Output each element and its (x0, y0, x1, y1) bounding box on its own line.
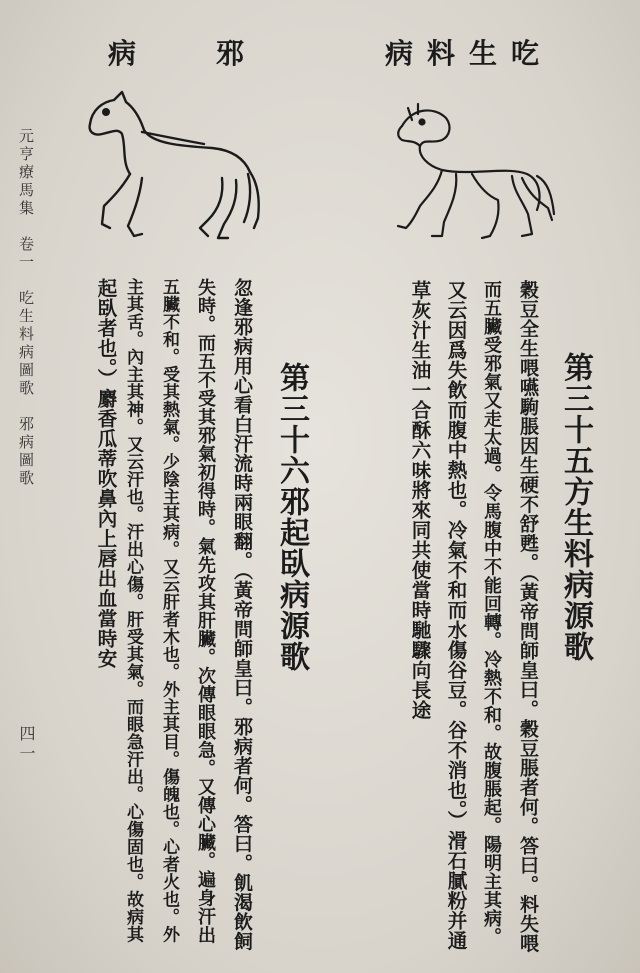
section-36-heading: 第三十六邪起臥病源歌 (274, 362, 309, 672)
section-35-column-1: 穀豆全生喂嚥駒脹因生硬不舒甦。（黃帝問師皇曰。穀豆脹者何。答曰。料失喂 (517, 280, 539, 953)
section-36-column-2: 失時。而五不受其邪氣初得時。氣先攻其肝臟。次傳眼眼急。又傳心臟。遍身汗出 (195, 278, 216, 944)
horse-illustration-right (372, 96, 557, 246)
section-35-heading: 第三十五方生料病源歌 (558, 352, 593, 662)
section-35-column-2: 而五臟受邪氣又走太過。令馬腹中不能回轉。冷熱不和。故腹脹起。陽明主其病。 (481, 280, 502, 946)
horse-left-drawing (82, 88, 267, 248)
section-36-column-5: 起臥者也。）麝香瓜蒂吹鼻內上唇出血當時安 (94, 278, 118, 669)
horse-illustration-left (82, 88, 267, 248)
page-number: 四一 (17, 725, 36, 765)
section-35-column-4: 草灰汁生油一合酥六味將來同共使當時馳驟向長途 (408, 280, 432, 720)
section-36-column-4: 主其舌。內主其神。又云汗也。汗出心傷。肝受其氣。而眼急汗出。心傷固也。故病其 (123, 278, 143, 943)
right-page-label: 吃生料病 (385, 37, 554, 70)
left-page-label: 邪病 (108, 37, 325, 70)
section-35-column-3: 又云因爲失飲而腹中熱也。冷氣不和而水傷谷豆。谷不消也。）滑石膩粉并通 (444, 280, 468, 951)
section-36-column-1: 忽逢邪病用心看白汗流時兩眼翻。（黃帝問師皇曰。邪病者何。答曰。飢渴飲飼 (231, 278, 253, 951)
running-head: 元亨療馬集 卷一 吃生料病圖歌 邪病圖歌 (17, 128, 35, 488)
section-36-column-3: 五臟不和。受其熱氣。少陰主其病。又云肝者木也。外主其目。傷魄也。心者火也。外 (159, 278, 179, 943)
horse-right-drawing (372, 96, 557, 246)
